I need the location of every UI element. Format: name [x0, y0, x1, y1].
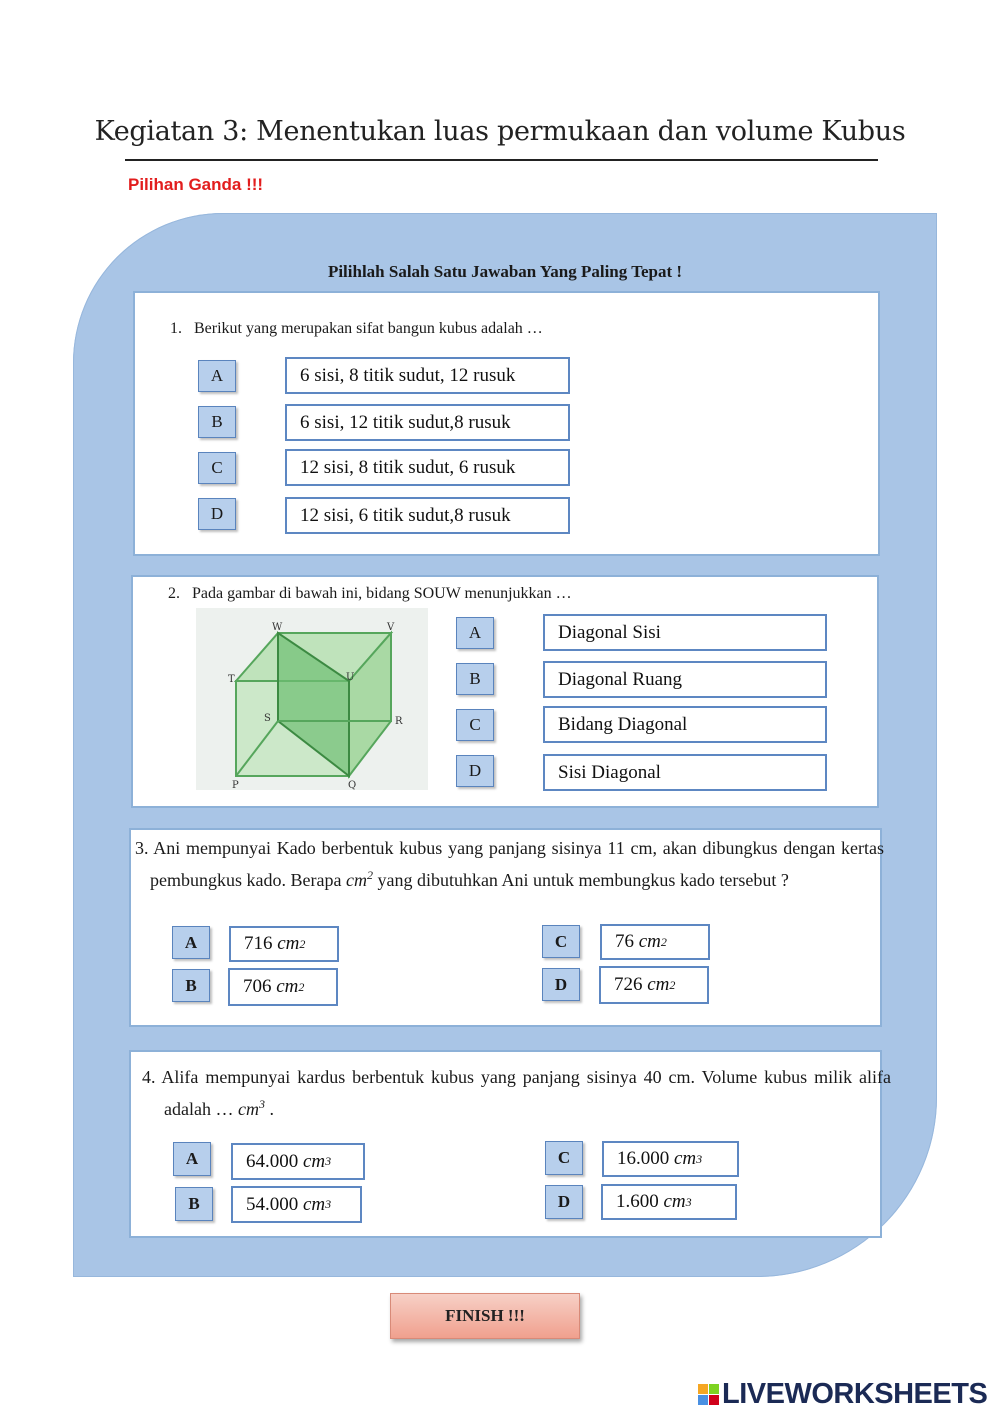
liveworksheets-logo	[698, 1378, 987, 1411]
q4-option-b-answer[interactable]	[231, 1186, 362, 1223]
q2-option-a-answer[interactable]: Diagonal Sisi	[543, 614, 827, 651]
q1-option-b-letter[interactable]: B	[198, 406, 236, 438]
question-4-prompt-end: .	[269, 1099, 274, 1119]
q4-option-a-unit: cm	[303, 1150, 326, 1172]
q4-option-c-letter[interactable]: C	[545, 1141, 583, 1175]
q3-option-a-letter[interactable]: A	[172, 926, 210, 959]
page-title: Kegiatan 3: Menentukan luas permukaan dan volume Kubus	[94, 116, 906, 147]
q4-option-c-unit: cm	[674, 1148, 697, 1169]
vertex-w-label: W	[272, 622, 283, 633]
q3-option-c-letter[interactable]: C	[542, 925, 580, 958]
q3-option-a-exp: 2	[299, 936, 306, 951]
question-1-text	[170, 320, 543, 338]
q1-option-c-letter[interactable]: C	[198, 452, 236, 484]
q2-option-d-answer[interactable]: Sisi Diagonal	[543, 754, 827, 791]
q3-option-c-unit: cm	[638, 931, 661, 952]
question-3-prompt-start: Ani mempunyai Kado berbentuk kubus yang panjang sisinya 11 cm, akan dibungkus dengan kertas pembungkus kado. Berapa	[150, 838, 884, 890]
cube-diagram	[196, 608, 428, 790]
q2-option-b-letter[interactable]: B	[456, 663, 494, 695]
q4-option-b-exp: 3	[325, 1197, 332, 1211]
vertex-q-label: Q	[348, 780, 357, 790]
q4-option-b-value: 54.000	[246, 1193, 299, 1215]
q4-option-a-answer[interactable]	[231, 1143, 365, 1180]
vertex-v-label: V	[387, 622, 395, 633]
q4-option-a-letter[interactable]: A	[173, 1142, 211, 1176]
q3-option-a-value: 716	[244, 933, 273, 954]
logo-text: LIVEWORKSHEETS	[722, 1378, 988, 1410]
question-3-unit-exp: 2	[366, 868, 373, 882]
q4-option-c-answer[interactable]	[602, 1141, 739, 1177]
logo-icon	[698, 1384, 719, 1405]
q2-option-c-answer[interactable]: Bidang Diagonal	[543, 706, 827, 743]
question-4-prompt-start: Alifa mempunyai kardus berbentuk kubus yang panjang sisinya 40 cm. Volume kubus milik alifa adalah …	[161, 1067, 891, 1119]
q3-option-d-exp: 2	[669, 977, 676, 992]
question-4-unit: cm	[237, 1099, 259, 1119]
question-1-prompt: Berikut yang merupakan sifat bangun kubus adalah …	[194, 320, 543, 337]
q1-option-a-answer[interactable]: 6 sisi, 8 titik sudut, 12 rusuk	[285, 357, 570, 394]
question-3-number: 3.	[135, 838, 149, 858]
vertex-s-label: S	[264, 713, 271, 724]
q3-option-d-unit: cm	[647, 974, 670, 995]
q1-option-d-letter[interactable]: D	[198, 498, 236, 530]
q1-option-a-letter[interactable]: A	[198, 360, 236, 392]
q4-option-a-exp: 3	[325, 1154, 332, 1168]
q3-option-b-exp: 2	[298, 979, 305, 994]
q3-option-c-value: 76	[615, 931, 634, 952]
finish-button[interactable]: FINISH !!!	[390, 1293, 580, 1339]
question-3-prompt-end: yang dibutuhkan Ani untuk membungkus kado tersebut ?	[377, 870, 789, 890]
q4-option-d-letter[interactable]: D	[545, 1185, 583, 1219]
q4-option-c-value: 16.000	[617, 1148, 670, 1169]
q3-option-b-unit: cm	[276, 976, 299, 997]
q3-option-c-answer[interactable]	[600, 924, 710, 960]
q2-option-a-letter[interactable]: A	[456, 617, 494, 649]
q3-option-d-value: 726	[614, 974, 643, 995]
q1-option-c-answer[interactable]: 12 sisi, 8 titik sudut, 6 rusuk	[285, 449, 570, 486]
q4-option-d-answer[interactable]	[601, 1184, 737, 1220]
q2-option-d-letter[interactable]: D	[456, 755, 494, 787]
vertex-p-label: P	[232, 780, 239, 790]
q1-option-d-answer[interactable]: 12 sisi, 6 titik sudut,8 rusuk	[285, 497, 570, 534]
question-3-unit: cm	[345, 870, 367, 890]
q4-option-b-unit: cm	[303, 1193, 326, 1215]
q4-option-d-exp: 3	[685, 1194, 692, 1209]
q2-option-c-letter[interactable]: C	[456, 709, 494, 741]
question-3-text	[135, 835, 884, 894]
q4-option-d-value: 1.600	[616, 1191, 659, 1212]
q1-option-b-answer[interactable]: 6 sisi, 12 titik sudut,8 rusuk	[285, 404, 570, 441]
q3-option-c-exp: 2	[660, 934, 667, 949]
question-4-number: 4.	[142, 1067, 156, 1087]
q3-option-d-answer[interactable]	[599, 966, 709, 1004]
q4-option-b-letter[interactable]: B	[175, 1187, 213, 1221]
q3-option-a-answer[interactable]	[229, 926, 339, 962]
question-2-prompt: Pada gambar di bawah ini, bidang SOUW menunjukkan …	[192, 585, 572, 602]
vertex-r-label: R	[395, 716, 403, 727]
q4-option-a-value: 64.000	[246, 1150, 299, 1172]
cube-figure	[196, 608, 428, 790]
title-divider	[125, 159, 878, 161]
section-subtitle: Pilihan Ganda !!!	[128, 175, 264, 194]
q3-option-b-answer[interactable]	[228, 968, 338, 1006]
question-4-unit-exp: 3	[258, 1097, 265, 1111]
question-1-number: 1.	[170, 320, 182, 337]
q3-option-a-unit: cm	[277, 933, 300, 954]
question-4-text	[142, 1064, 891, 1123]
q3-option-d-letter[interactable]: D	[542, 968, 580, 1001]
q2-option-b-answer[interactable]: Diagonal Ruang	[543, 661, 827, 698]
q4-option-c-exp: 3	[696, 1151, 703, 1166]
q3-option-b-value: 706	[243, 976, 272, 997]
question-2-number: 2.	[168, 585, 180, 602]
vertex-t-label: T	[228, 674, 235, 685]
instruction-text: Pilihlah Salah Satu Jawaban Yang Paling Tepat !	[327, 262, 683, 281]
question-2-text	[168, 585, 572, 603]
vertex-u-label: U	[346, 672, 355, 683]
q4-option-d-unit: cm	[663, 1191, 686, 1212]
q3-option-b-letter[interactable]: B	[172, 969, 210, 1002]
